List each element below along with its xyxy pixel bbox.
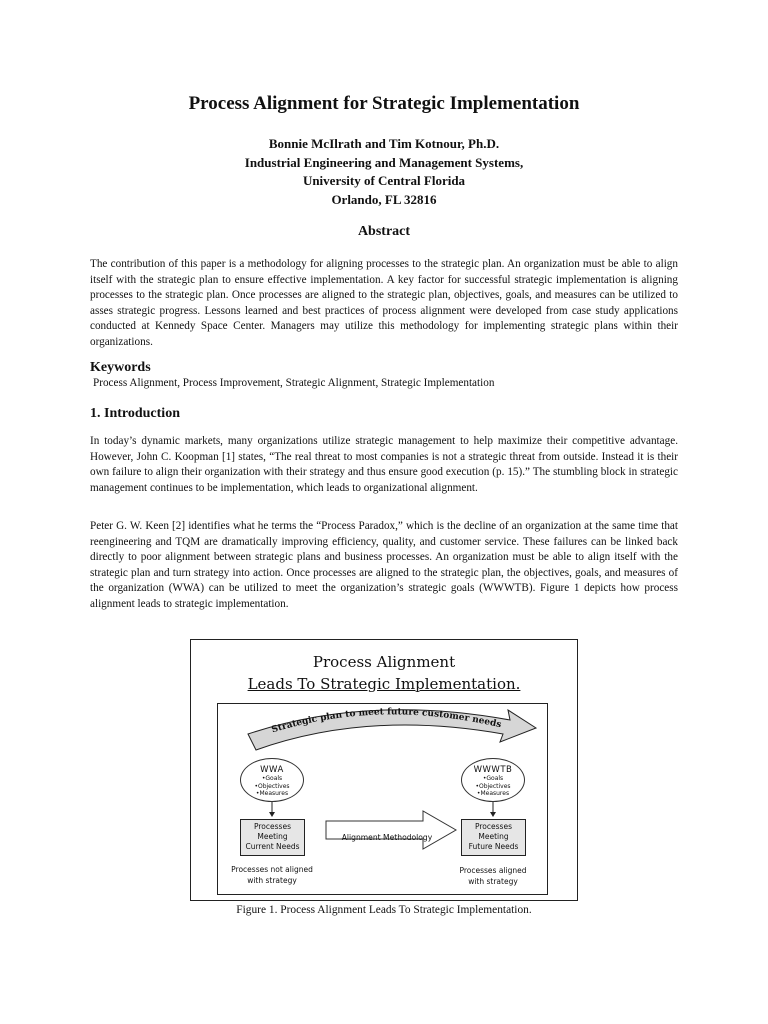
figure-caption: Figure 1. Process Alignment Leads To Strategic Implementation. (236, 904, 532, 916)
abstract-heading: Abstract (357, 224, 411, 239)
introduction-heading: 1. Introduction (90, 406, 180, 421)
intro-paragraph-2: Peter G. W. Keen [2] identifies what he terms the “Process Paradox,” which is the decline of an organization at the same time that reengineering and TQM are dramatically improving efficiency, quality, and customer service. These failures can be linked back directly to poor alignment between strategic plans and business processes. An organization must be able to align itself with the strategic plan and turn strategy into action. Once processes are aligned to the strategic plan, the objectives, goals, and measures of the organization (WWA) can be utilized to meet the organization’s strategic goals (WWWTB). Figure 1 depicts how process alignment leads to strategic implementation. (90, 520, 678, 610)
wwa-objectives: •Objectives (254, 782, 290, 790)
figure-1 (190, 639, 578, 901)
right-caption (448, 865, 538, 887)
author-location: Orlando, FL 32816 (331, 191, 437, 207)
alignment-methodology-label: Alignment Methodology (341, 833, 433, 842)
future-needs-line-2: Meeting (478, 832, 509, 841)
wwa-goals: •Goals (261, 775, 283, 782)
current-needs-line-2: Meeting (257, 832, 288, 841)
figure-title-line-2: Leads To Strategic Implementation. (247, 675, 521, 693)
left-caption (227, 864, 317, 886)
future-needs-box (461, 819, 526, 856)
wwa-label: WWA (260, 765, 284, 775)
right-caption-line-1: Processes aligned (459, 866, 527, 875)
wwwtb-objectives: •Objectives (475, 782, 511, 790)
left-caption-line-2: with strategy (247, 876, 297, 885)
wwwtb-label: WWWTB (473, 765, 513, 775)
current-needs-line-3: Current Needs (245, 842, 300, 851)
keywords-heading: Keywords (90, 360, 151, 375)
author-department: Industrial Engineering and Management Systems, (244, 154, 524, 170)
current-needs-box (240, 819, 305, 856)
intro-paragraph-1: In today’s dynamic markets, many organizations utilize strategic management to help maximize their competitive advantage. However, John C. Koopman [1] states, “The real threat to most companies is not a strategic threat from outside. Instead it is their own failure to align their organization with their strategy and thus ensure good execution (p. 15).” The stumbling block in strategic management continues to be implementation, which leads to organizational alignment. (90, 435, 678, 494)
wwwtb-goals: •Goals (482, 775, 504, 782)
wwwtb-measures: •Measures (476, 790, 510, 797)
figure-diagram (217, 703, 548, 895)
author-names: Bonnie McIlrath and Tim Kotnour, Ph.D. (268, 136, 500, 151)
author-block (90, 135, 678, 209)
keywords-text: Process Alignment, Process Improvement, Strategic Alignment, Strategic Implementation (93, 377, 495, 389)
figure-title-line-1: Process Alignment (312, 653, 456, 671)
author-university: University of Central Florida (302, 173, 466, 188)
paper-title: Process Alignment for Strategic Implementation (188, 93, 580, 114)
wwa-ellipse (240, 758, 304, 802)
right-caption-line-2: with strategy (468, 877, 518, 886)
alignment-block-arrow (326, 811, 456, 849)
future-needs-line-3: Future Needs (468, 842, 519, 851)
left-caption-line-1: Processes not aligned (231, 865, 313, 874)
curved-banner-text: Strategic plan to meet future customer needs (270, 707, 503, 736)
abstract-text: The contribution of this paper is a methodology for aligning processes to the strategic plan. An organization must be able to align itself with the strategic plan to ensure effective implementation. A key factor for successful strategic implementation is aligning processes to the strategic plan. Once processes are aligned to the strategic plan, objectives, goals, and measures can be utilized to asses strategic progress. Lessons learned and best practices of process alignment were developed from case study applications conducted at Kennedy Space Center. Managers may utilize this methodology for implementing strategic plans within their organizations. (90, 258, 678, 348)
wwwtb-ellipse (461, 758, 525, 802)
wwa-measures: •Measures (255, 790, 289, 797)
future-needs-line-1: Processes (475, 822, 512, 831)
current-needs-line-1: Processes (254, 822, 291, 831)
